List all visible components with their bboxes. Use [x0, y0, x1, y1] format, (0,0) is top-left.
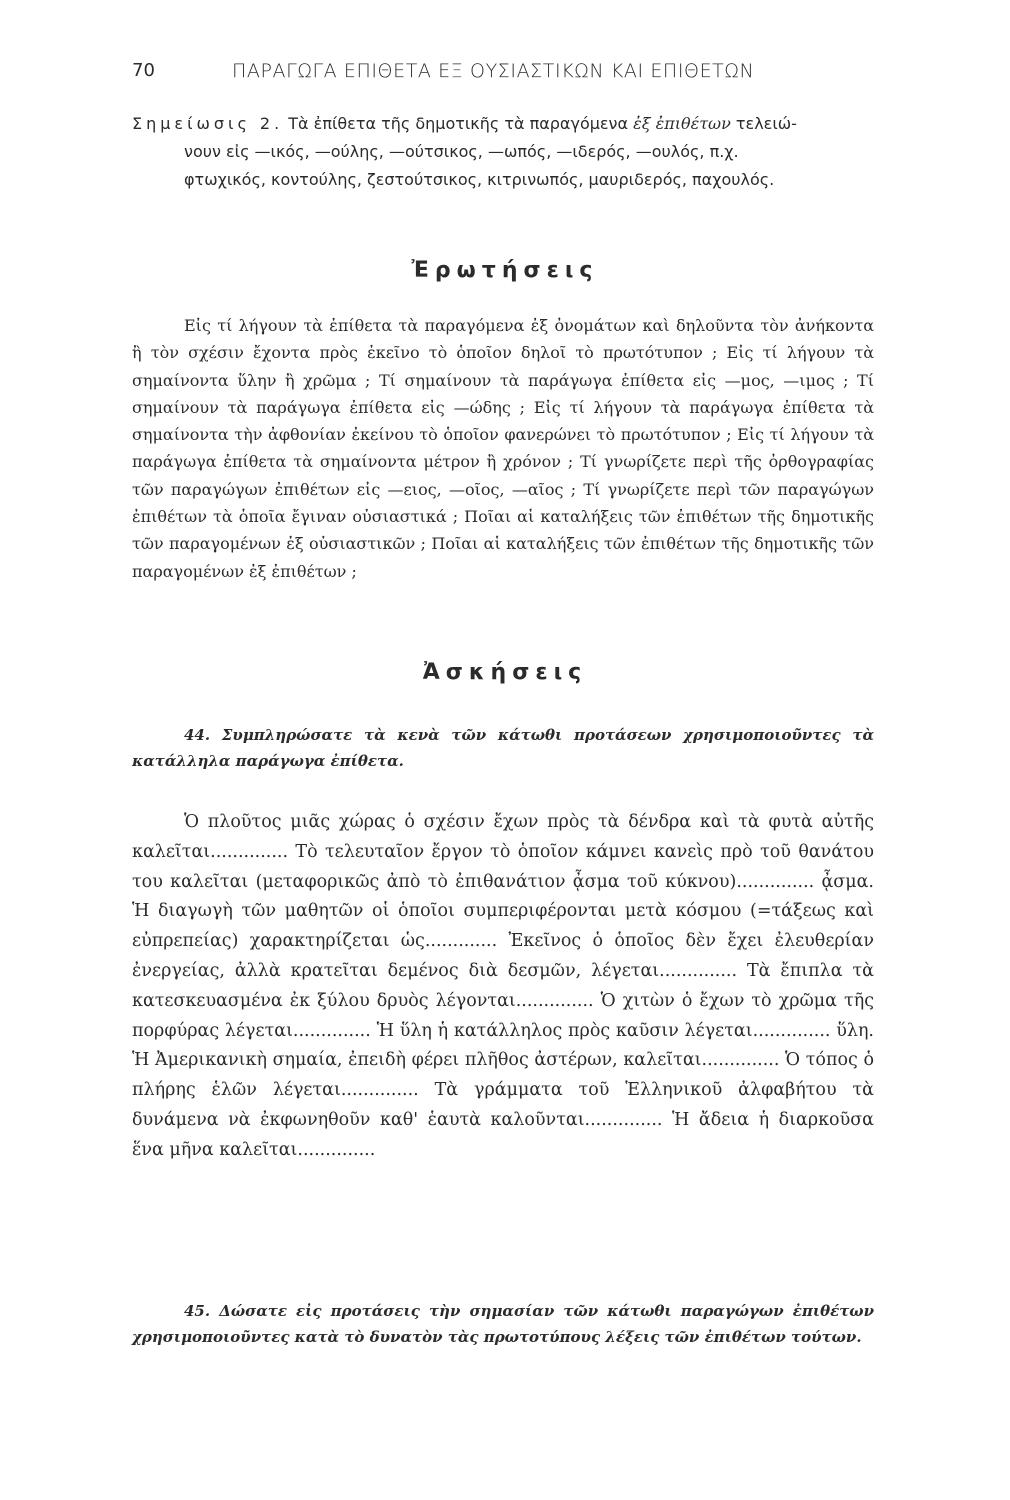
note-text-a: Τὰ ἐπίθετα τῆς δημοτικῆς τὰ παραγόμενα	[283, 114, 634, 133]
page-number: 70	[132, 60, 155, 81]
exercise-44-instruction: 44. Συμπληρώσατε τὰ κενὰ τῶν κάτωθι προτάσεων χρησιμοποιοῦντες τὰ κατάλληλα παράγωγα ἐπίθετα.	[132, 726, 874, 770]
note-line-3: φτωχικός, κοντούλης, ζεστούτσικος, κιτρινωπός, μαυριδερός, παχουλός.	[184, 170, 775, 189]
note-label: Σημείωσις 2.	[132, 114, 284, 133]
running-head	[132, 60, 867, 88]
exercise-44-body: Ὁ πλοῦτος μιᾶς χώρας ὁ σχέσιν ἔχων πρὸς τὰ δένδρα καὶ τὰ φυτὰ αὐτῆς καλεῖται.............. Τὸ τελευταῖον ἔργον τὸ ὁποῖον κάμνει κανεὶς πρὸ τοῦ θανάτου του καλεῖται (μεταφορικῶς ἀπὸ τὸ ἐπιθανάτιον ᾆσμα τοῦ κύκνου).............. ᾆσμα. Ἡ διαγωγὴ τῶν μαθητῶν οἱ ὁποῖοι συμπεριφέρονται μετὰ κόσμου (=τάξεως καὶ εὐπρεπείας) χαρακτηρίζεται ὡς............. Ἐκεῖνος ὁ ὁποῖος δὲν ἔχει ἐλευθερίαν ἐνεργείας, ἀλλὰ κρατεῖται δεμένος διὰ δεσμῶν, λέγεται.............. Τὰ ἔπιπλα τὰ κατεσκευασμένα ἐκ ξύλου δρυὸς λέγονται.............. Ὁ χιτὼν ὁ ἔχων τὸ χρῶμα τῆς πορφύρας λέγεται.............. Ἡ ὕλη ἡ κατάλληλος πρὸς καῦσιν λέγεται.............. ὕλη. Ἡ Ἀμερικανικὴ σημαία, ἐπειδὴ φέρει πλῆθος ἀστέρων, καλεῖται.............. Ὁ τόπος ὁ πλήρης ἑλῶν λέγεται.............. Τὰ γράμματα τοῦ Ἑλληνικοῦ ἀλφαβήτου τὰ δυνάμενα νὰ ἐκφωνηθοῦν καθ' ἑαυτὰ καλοῦνται.............. Ἡ ἄδεια ἡ διαρκοῦσα ἕνα μῆνα καλεῖται..............	[132, 812, 874, 1160]
note-emphasis: ἐξ ἐπιθέτων	[633, 114, 731, 133]
note-text-b: τελειώ-	[730, 114, 797, 133]
note-line-2: νουν εἰς —ικός, —ούλης, —ούτσικος, —ωπός, —ιδερός, —ουλός, π.χ.	[184, 142, 739, 161]
questions-heading: Ἐρωτήσεις	[411, 258, 599, 283]
questions-text: Εἰς τί λήγουν τὰ ἐπίθετα τὰ παραγόμενα ἐξ ὀνομάτων καὶ δηλοῦντα τὸν ἀνήκοντα ἢ τὸν σχέσιν ἔχοντα πρὸς ἐκεῖνο τὸ ὁποῖον δηλοῖ τὸ πρωτότυπον ; Εἰς τί λήγουν τὰ σημαίνοντα ὕλην ἢ χρῶμα ; Τί σημαίνουν τὰ παράγωγα ἐπίθετα εἰς —μος, —ιμος ; Τί σημαίνουν τὰ παράγωγα ἐπίθετα εἰς —ώδης ; Εἰς τί λήγουν τὰ παράγωγα ἐπίθετα τὰ σημαίνοντα τὴν ἀφθονίαν ἐκείνου τὸ ὁποῖον φανερώνει τὸ πρωτότυπον ; Εἰς τί λήγουν τὰ παράγωγα ἐπίθετα τὰ σημαίνοντα μέτρον ἢ χρόνον ; Τί γνωρίζετε περὶ τῆς ὀρθογραφίας τῶν παραγώγων ἐπιθέτων εἰς —ειος, —οῖος, —αῖος ; Τί γνωρίζετε περὶ τῶν παραγώγων ἐπιθέτων τὰ ὁποῖα ἔγιναν οὐσιαστικά ; Ποῖαι αἱ καταλήξεις τῶν ἐπιθέτων τῆς δημοτικῆς τῶν παραγομένων ἐξ οὐσιαστικῶν ; Ποῖαι αἱ καταλήξεις τῶν ἐπιθέτων τῆς δημοτικῆς τῶν παραγομένων ἐξ ἐπιθέτων ;	[132, 316, 874, 581]
exercises-heading: Ἀσκήσεις	[422, 660, 588, 685]
running-title: ΠΑΡΑΓΩΓΑ ΕΠΙΘΕΤΑ ΕΞ ΟΥΣΙΑΣΤΙΚΩΝ ΚΑΙ ΕΠΙΘΕΤΩΝ	[232, 60, 755, 82]
note-paragraph	[132, 110, 882, 194]
exercise-45-instruction: 45. Δώσατε εἰς προτάσεις τὴν σημασίαν τῶν κάτωθι παραγώγων ἐπιθέτων χρησιμοποιοῦντες κατὰ τὸ δυνατὸν τὰς πρωτοτύπους λέξεις τῶν ἐπιθέτων τούτων.	[132, 1302, 874, 1346]
